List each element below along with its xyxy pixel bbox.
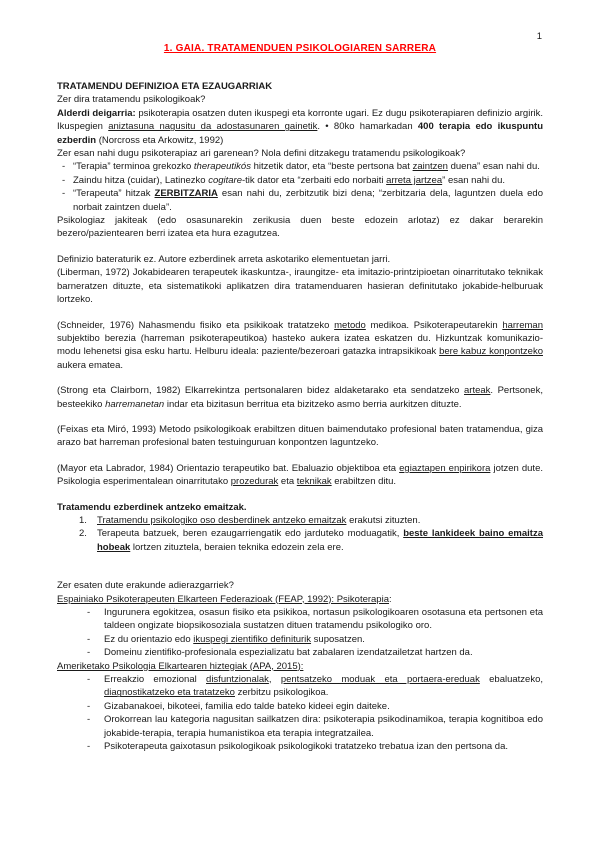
text-run: , xyxy=(268,674,281,686)
paragraph xyxy=(57,501,543,514)
paragraph xyxy=(57,214,543,241)
text-run: Tratamendu ezberdinek antzeko emaitzak. xyxy=(57,501,247,513)
paragraph xyxy=(57,593,543,606)
list-marker: - xyxy=(87,700,91,712)
text-run: Gizabanakoei, bikoteei, familia edo talde bateko kideei egin daiteke. xyxy=(104,700,390,712)
list-marker: - xyxy=(87,674,91,686)
text-run: Tratamendu psikologiko oso desberdinek antzeko emaitzak xyxy=(97,514,347,526)
text-run: (Norcross eta Arkowitz, 1992) xyxy=(96,134,224,146)
text-run: medikoa. Psikoterapeutarekin xyxy=(365,319,503,331)
text-run: indar eta bizitasun berritua eta bizitzeko asmo berria aurkitzen dituzte. xyxy=(164,398,462,410)
text-run: lortzen zituztela, beraien teknika edozein zela ere. xyxy=(130,541,344,553)
text-run: 400 terapia edo ikuspuntu ezberdin xyxy=(57,121,544,146)
bullet-item xyxy=(57,606,543,633)
section-heading xyxy=(57,80,543,93)
list-item-text xyxy=(73,160,543,173)
numbered-item xyxy=(57,527,543,554)
paragraph xyxy=(57,319,543,373)
bullet-item xyxy=(57,174,543,187)
list-item-text xyxy=(104,740,543,753)
text-run: ZERBITZARIA xyxy=(154,188,218,200)
text-run: ebaluatzeko, xyxy=(479,674,543,686)
text-run: “Terapeuta” hitzak xyxy=(73,188,155,200)
text-run: subjektibo berezia (harreman psikoterapeutikoa) hasteko aukera izatea eskatzen du. Hizkuntzak komunikazio-modu lehenetsi gisa esku hartu. Helburu ideala: paziente/bezeroari gatazka intrapsikikoak xyxy=(57,332,543,358)
text-run: prozedurak xyxy=(230,476,279,488)
list-item-text xyxy=(104,646,543,659)
text-run: beste lankideek baino emaitza hobeak xyxy=(97,528,543,553)
text-run: egiaztapen enpirikora xyxy=(399,462,491,474)
list-marker: - xyxy=(87,714,91,726)
text-run: esan nahi du, zerbitzutik bizi dena; “zerbitzaria dela, laguntzen duela edo norbait zaintzen duela”. xyxy=(73,188,543,213)
text-run: teknikak xyxy=(296,476,332,488)
text-run: (Strong eta Clairborn, 1982) Elkarrekintza pertsonalaren bidez aldaketarako eta sendatzeko xyxy=(57,385,464,397)
text-run: eta xyxy=(278,476,297,488)
text-run: metodo xyxy=(334,319,366,331)
paragraph xyxy=(57,107,543,147)
numbered-item xyxy=(57,514,543,527)
list-item-text xyxy=(104,606,543,633)
list-item-text xyxy=(104,673,543,700)
document-body xyxy=(57,80,543,753)
text-run: . Pertsonek, besteekiko xyxy=(57,385,543,410)
paragraph xyxy=(57,384,543,411)
text-run: . • 80ko hamarkadan xyxy=(317,121,418,133)
text-run: Ingurunera egokitzea, osasun fisiko eta psikikoa, nortasun psikologikoaren osotasuna eta pertsonen eta taldeen ongizate biopsikosoziala sustatzen dituen tratamendu psikologiko oro. xyxy=(104,607,543,632)
paragraph xyxy=(57,253,543,266)
list-marker: - xyxy=(87,607,91,618)
text-run: (Schneider, 1976) Nahasmendu fisiko eta psikikoak tratatzeko xyxy=(57,319,335,331)
text-run: zaintzen xyxy=(412,161,448,173)
list-item-text xyxy=(73,187,543,214)
bullet-item xyxy=(57,646,543,659)
text-run: : xyxy=(389,593,392,605)
text-run: duena” esan nahi du. xyxy=(447,161,540,173)
text-run: Psikoterapeuta gaixotasun psikologikoak psikologikoki tratatzeko trebatua izan den pertsona da. xyxy=(104,741,509,753)
list-marker: 1. xyxy=(79,514,87,526)
text-run: Domeinu zientifiko-profesionala espezializatu bat zabalaren izendatzailetzat hartzen da. xyxy=(104,647,473,659)
text-run: hitzetik dator, eta “beste pertsona bat xyxy=(250,161,413,173)
text-run: aniztasuna nagusitu da adostasunaren gainetik xyxy=(108,121,318,133)
text-run: ikuspegi zientifiko definiturik xyxy=(193,633,312,645)
text-run: “Terapia” terminoa grekozko xyxy=(73,161,194,173)
text-run: harreman xyxy=(502,319,543,331)
text-run: Alderdi deigarria: xyxy=(57,107,136,119)
list-item-text xyxy=(97,527,543,554)
text-run: jotzen dute. Psikologia esperimentalean oinarritutako xyxy=(57,462,543,488)
list-marker: - xyxy=(87,633,91,645)
text-run: Definizio bateraturik ez. Autore ezberdinek arreta askotariko elementuetan jarri. xyxy=(57,253,391,265)
text-run: Zer esan nahi dugu psikoterapiaz ari garenean? Nola defini ditzakegu tratamendu psikologikoak? xyxy=(57,148,466,160)
text-run: ” esan nahi du. xyxy=(442,174,505,186)
text-run: suposatzen. xyxy=(311,633,365,645)
text-run: Ez du orientazio edo xyxy=(104,633,194,645)
text-run: (Liberman, 1972) Jokabidearen terapeutek ikaskuntza-, iraungitze- eta imitazio-printzipioetan oinarritutako teknikak barneratzen dituzte, eta sistematikoki aplikatzen dira tratamenduaren hasieran definitutako jokabide-helburuak lortzeko. xyxy=(57,267,543,306)
paragraph xyxy=(57,266,543,306)
paragraph xyxy=(57,660,543,673)
page-number: 1 xyxy=(536,31,542,42)
text-run: pentsatzeko moduak eta portaera-ereduak xyxy=(280,674,480,686)
text-run: arteak xyxy=(464,385,491,397)
bullet-item xyxy=(57,160,543,173)
text-run: Ameriketako Psikologia Elkartearen hiztegiak (APA, 2015): xyxy=(57,660,304,672)
text-run: Orokorrean lau kategoria nagusitan sailkatzen dira: psikoterapia psikodinamikoa, terapia kognitiboa edo jokabide-terapia, terapia humanistikoa eta terapia integratzailea. xyxy=(104,714,543,739)
text-run: Psikologiaz jakiteak (edo osasunarekin zerikusia duen beste edozein arlotaz) ez dakar berarekin bezero/pazientearen berri izatea eta hura ezagutzea. xyxy=(57,215,543,240)
list-marker: 2. xyxy=(79,528,87,540)
list-marker: - xyxy=(87,647,91,659)
text-run: arreta jartzea xyxy=(386,174,443,186)
list-marker: - xyxy=(87,741,91,753)
paragraph xyxy=(57,147,543,160)
text-run: Zer dira tratamendu psikologikoak? xyxy=(57,94,206,106)
text-run: zerbitzu psikologikoa. xyxy=(234,687,329,699)
text-run: cogitare xyxy=(208,174,242,186)
text-run: Espainiako Psikoterapeuten Elkarteen Federazioak (FEAP, 1992): Psikoterapia xyxy=(57,593,389,605)
text-run: harremanetan xyxy=(105,398,165,410)
text-run: TRATAMENDU DEFINIZIOA ETA EZAUGARRIAK xyxy=(57,81,273,92)
list-item-text xyxy=(104,713,543,740)
text-run: bere kabuz konpontzeko xyxy=(439,346,543,358)
bullet-item xyxy=(57,740,543,753)
text-run: -tik dator eta “zerbaiti edo norbaiti xyxy=(242,174,387,186)
text-run: (Mayor eta Labrador, 1984) Orientazio terapeutiko bat. Ebaluazio objektiboa eta xyxy=(57,462,400,474)
bullet-item xyxy=(57,673,543,700)
text-run: Zer esaten dute erakunde adierazgarriek? xyxy=(57,580,234,592)
text-run: therapeutikós xyxy=(193,161,251,173)
list-marker: - xyxy=(62,188,66,200)
list-marker: - xyxy=(62,174,66,186)
text-run: Erreakzio emozional xyxy=(104,674,207,686)
list-item-text xyxy=(97,514,543,527)
text-run: Zaindu hitza (cuidar), Latinezko xyxy=(73,174,209,186)
paragraph xyxy=(57,579,543,592)
paragraph xyxy=(57,93,543,106)
paragraph xyxy=(57,423,543,450)
text-run: diagnostikatzeko eta tratatzeko xyxy=(104,687,235,699)
bullet-item xyxy=(57,713,543,740)
text-run: psikoterapia osatzen duten ikuspegi eta korronte ugari. Ez dugu psikoterapiaren definizio argirik. Ikuspegien xyxy=(57,107,543,133)
list-item-text xyxy=(104,633,543,646)
text-run: disfuntzionalak xyxy=(206,674,269,686)
text-run: (Feixas eta Miró, 1993) Metodo psikologikoak erabiltzen dituen baimendutako profesional baten tratamendua, giza arazo bat harreman profesional baten testuinguruan konpontzen laguntzeko. xyxy=(57,423,543,449)
paragraph xyxy=(57,462,543,489)
bullet-item xyxy=(57,187,543,214)
text-run: erabiltzen ditu. xyxy=(331,476,397,488)
list-item-text xyxy=(104,700,543,713)
document-title: 1. GAIA. TRATAMENDUEN PSIKOLOGIAREN SARRERA xyxy=(163,43,437,54)
list-item-text xyxy=(73,174,543,187)
text-run: aukera ematea. xyxy=(57,359,124,371)
bullet-item xyxy=(57,700,543,713)
bullet-item xyxy=(57,633,543,646)
text-run: erakutsi zituzten. xyxy=(346,514,421,526)
list-marker: - xyxy=(62,161,66,173)
text-run: Terapeuta batzuek, beren ezaugarriengatik edo jarduteko moduagatik, xyxy=(97,528,404,540)
